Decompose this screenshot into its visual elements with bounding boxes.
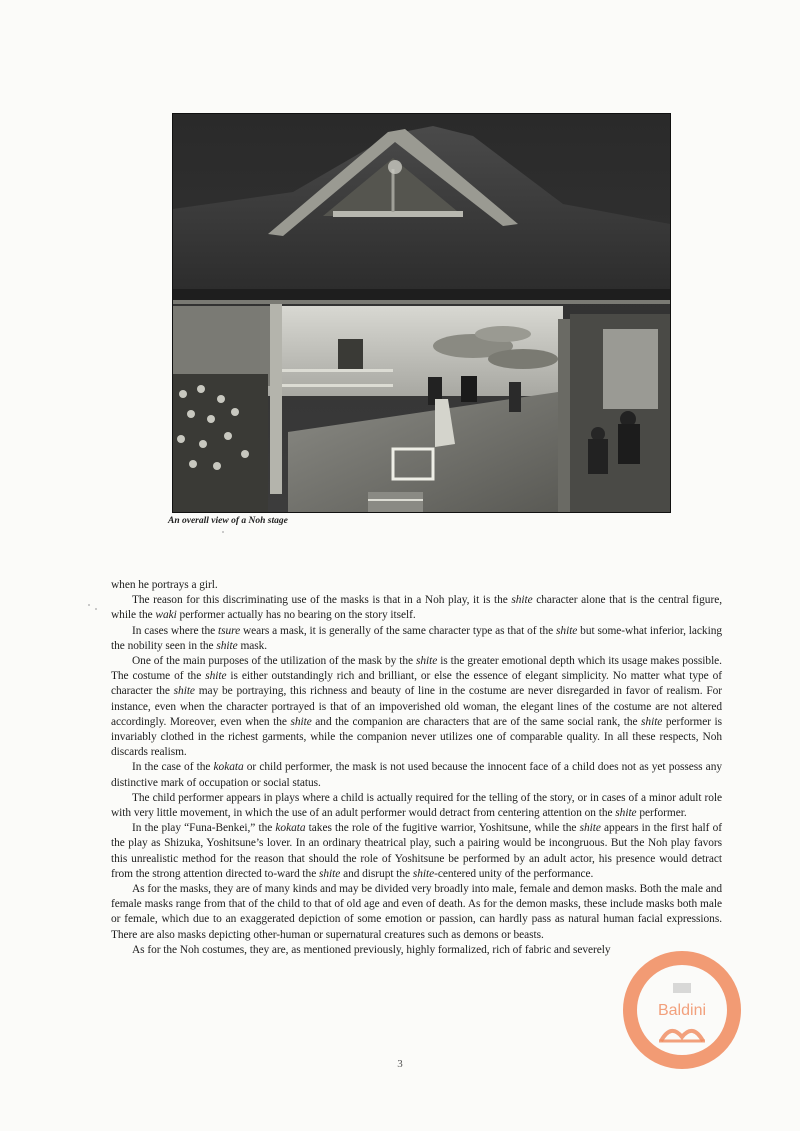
text-run: -centered unity of the performance. [434, 867, 594, 880]
paragraph [111, 821, 722, 882]
italic-term: shite [216, 639, 238, 652]
text-run: As for the masks, they are of many kinds and may be divided very broadly into male, female and demon masks. Both the male and female masks range from that of the child to that of old age and even of death. As for the demon masks, these include masks both male or female, which due to an exaggerated depiction of some emotion or passion, can hardly pass as natural human facial expressions. There are also masks depicting other-human or supernatural creatures such as demons or beasts. [111, 883, 722, 941]
paragraph [111, 593, 722, 623]
stray-mark [222, 531, 224, 533]
italic-term: kokata [275, 822, 306, 835]
text-run: As for the Noh costumes, they are, as mentioned previously, highly formalized, rich of fabric and severely [132, 943, 611, 956]
paragraph [111, 943, 722, 958]
stray-mark [95, 608, 97, 610]
text-run: and the companion are characters that are of the same social rank, the [311, 715, 642, 728]
italic-term: tsure [217, 624, 241, 637]
italic-term: kokata [213, 761, 244, 774]
text-run: is either outstandingly rich and brilliant, or else the essence of elegant simplicity. No matter what type of character the [111, 670, 722, 698]
text-run: or child performer, the mask is not used because the innocent face of a child does not as yet possess any distinctive mark of occupation or social status. [111, 761, 722, 789]
page-number: 3 [397, 1058, 403, 1070]
italic-term: shite [290, 715, 312, 728]
italic-term: shite [412, 867, 435, 880]
italic-term: shite [173, 685, 195, 698]
body-text [111, 578, 722, 958]
text-run: mask. [237, 639, 268, 652]
svg-text:Baldini: Baldini [657, 1002, 707, 1019]
italic-term: shite [579, 822, 601, 835]
text-run: In the case of the [132, 761, 214, 774]
paragraph [111, 578, 722, 593]
paragraph [111, 882, 722, 943]
text-run: appears in the first half of the play as Shizuka, Yoshitsune’s lover. In an ordinary theatrical play, such a pairing would be incongruous. But the Noh play favors this unrealistic method for the reason that should the role of Yoshitsune be performed by an adult actor, his presence would detract from the strong attention directed to-ward the [111, 822, 722, 880]
text-run: is the greater emotional depth which its usage makes possible. The costume of the [111, 655, 722, 683]
text-run: may be portraying, this richness and beauty of line in the costume are never disregarded in favor of realism. For instance, even when the character portrayed is that of an impoverished old woman, the elegant lines of the costume are not altered accordingly. Moreover, even when the [111, 685, 722, 728]
text-run: character alone that is the central figure, while the [111, 594, 723, 622]
text-run: performer actually has no bearing on the story itself. [176, 609, 416, 622]
italic-term: shite [319, 867, 341, 880]
noh-stage-photo-image [173, 114, 670, 512]
italic-term: shite [615, 807, 637, 820]
text-run: The child performer appears in plays where a child is actually required for the telling of the story, or in cases of a minor adult role with very little movement, in which the use of an adult performer would detract from centering attention on the [111, 791, 722, 820]
italic-term: shite [415, 655, 438, 668]
watermark-logo-icon [621, 949, 743, 1071]
italic-term: shite [641, 715, 663, 728]
italic-term: shite [556, 624, 578, 637]
text-run: when he portrays a girl. [111, 579, 218, 591]
paragraph [111, 760, 722, 790]
text-run: performer. [636, 807, 687, 820]
text-run: takes the role of the fugitive warrior, Yoshitsune, while the [305, 822, 580, 835]
text-run: In the play “Funa-Benkei,” the [132, 822, 276, 835]
noh-stage-photo [172, 113, 671, 513]
stray-mark [88, 604, 90, 606]
text-run: and disrupt the [340, 867, 413, 880]
baldini-watermark [621, 949, 743, 1071]
paragraph [111, 624, 722, 654]
figure-caption: An overall view of a Noh stage [168, 516, 288, 526]
paragraph [111, 654, 722, 760]
italic-term: waki [155, 609, 177, 622]
paragraph [111, 791, 722, 821]
text-run: performer is invariably clothed in the richest garments, while the companion never utilizes one of comparable quality. In all these respects, Noh discards realism. [111, 715, 723, 759]
text-run: One of the main purposes of the utilization of the mask by the [132, 655, 416, 668]
italic-term: shite [511, 594, 533, 607]
text-run: but some-what inferior, lacking the nobility seen in the [111, 624, 722, 652]
italic-term: shite [205, 670, 227, 683]
text-run: In cases where the [132, 624, 218, 637]
text-run: wears a mask, it is generally of the same character type as that of the [240, 624, 557, 637]
text-run: The reason for this discriminating use of the masks is that in a Noh play, it is the [132, 594, 512, 607]
